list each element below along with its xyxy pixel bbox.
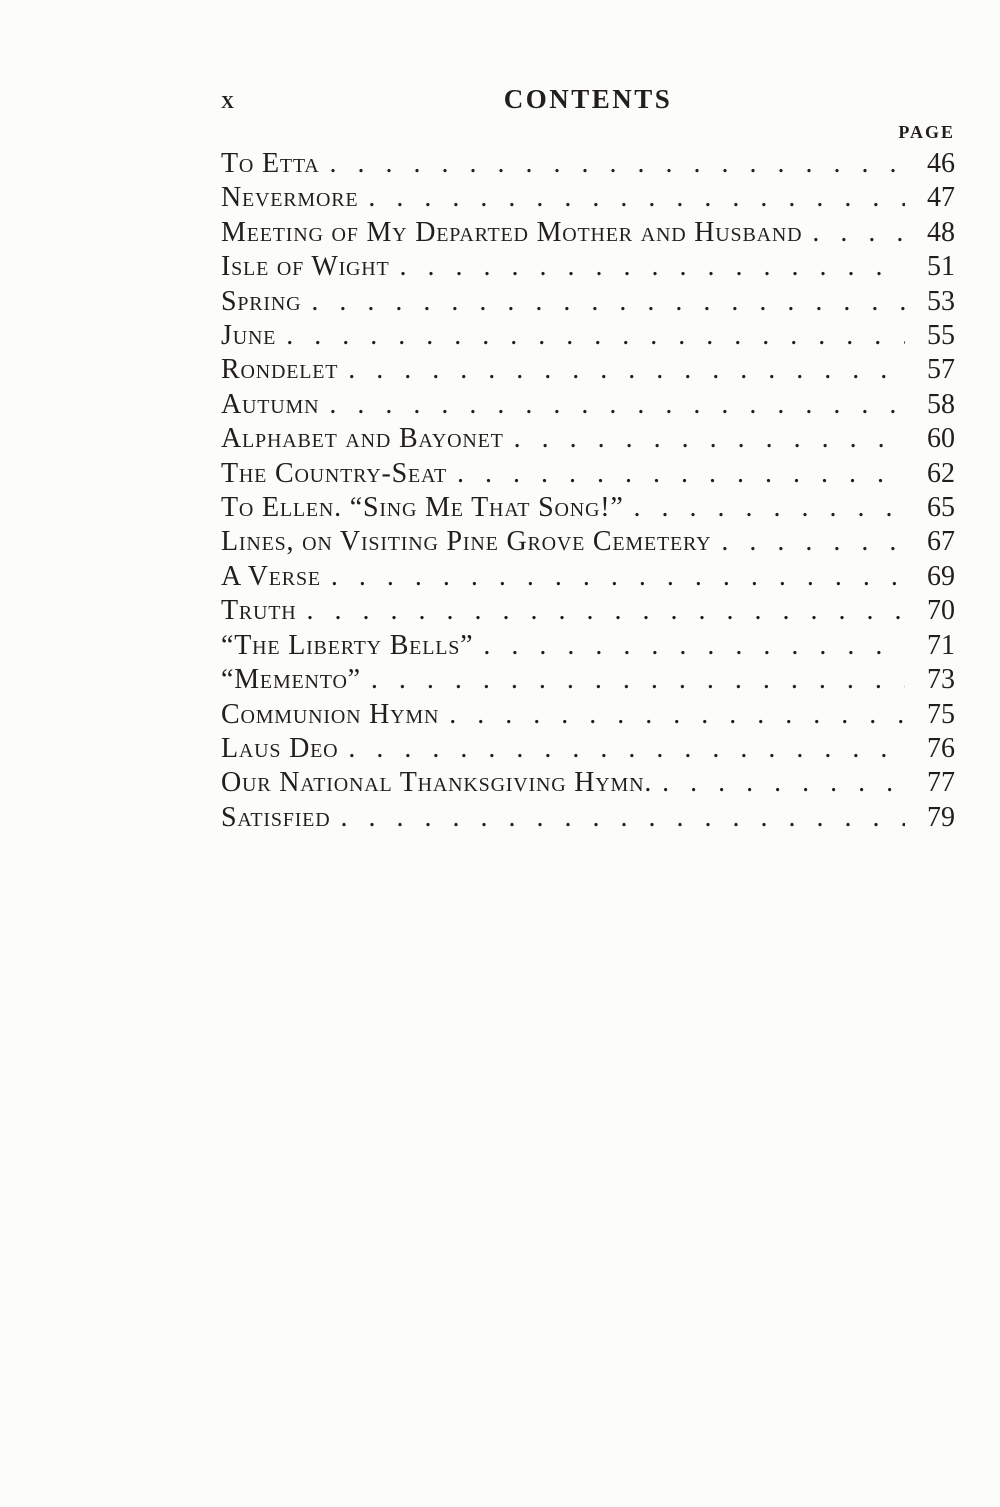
toc-entry-page: 60	[927, 423, 955, 455]
toc-entry-title: Rondelet	[221, 354, 339, 386]
toc-entry-page: 55	[927, 320, 955, 352]
dot-leader	[368, 181, 905, 215]
toc-entry-page: 62	[927, 457, 955, 489]
toc-entry-page: 65	[927, 492, 955, 524]
toc-entry	[221, 594, 955, 628]
toc-entry-page: 73	[927, 664, 955, 696]
toc-entry	[221, 353, 955, 387]
toc-entry	[221, 732, 955, 766]
dot-leader	[331, 560, 905, 594]
toc-entry-page: 77	[927, 767, 955, 799]
dot-leader	[348, 732, 905, 766]
toc-entry-title: Meeting of My Departed Mother and Husband	[221, 216, 803, 248]
toc-entry-title: A Verse	[221, 560, 321, 592]
toc-entry-title: To Ellen. “Sing Me That Song!”	[221, 492, 624, 524]
page-header	[221, 84, 955, 120]
toc-entry-title: Nevermore	[221, 182, 359, 214]
toc-entry-title: Autumn	[221, 388, 320, 420]
toc-entry	[221, 181, 955, 215]
toc-entry	[221, 319, 955, 353]
toc-entry-title: Lines, on Visiting Pine Grove Cemetery	[221, 526, 712, 558]
toc-entry	[221, 457, 955, 491]
toc-entry-page: 53	[927, 285, 955, 317]
toc-entry	[221, 491, 955, 525]
toc-entry-title: “Memento”	[221, 664, 361, 696]
folio-number: x	[221, 87, 235, 114]
toc-entry-page: 58	[927, 388, 955, 420]
toc-entry-title: Isle of Wight	[221, 251, 390, 283]
dot-leader	[457, 457, 905, 491]
toc-entry-page: 67	[927, 526, 955, 558]
dot-leader	[662, 766, 905, 800]
toc-entry	[221, 422, 955, 456]
toc-entry	[221, 147, 955, 181]
toc-entry-page: 47	[927, 182, 955, 214]
dot-leader	[721, 525, 905, 559]
toc-entry	[221, 250, 955, 284]
toc-entry-page: 75	[927, 698, 955, 730]
toc-entry-title: June	[221, 320, 277, 352]
toc-entry-page: 76	[927, 732, 955, 764]
toc-entry	[221, 629, 955, 663]
toc-entry	[221, 560, 955, 594]
toc-entry	[221, 216, 955, 250]
toc-entry-title: Communion Hymn	[221, 698, 440, 730]
toc-entry-title: Alphabet and Bayonet	[221, 423, 504, 455]
toc-entry-page: 48	[927, 216, 955, 248]
toc-entry-page: 70	[927, 595, 955, 627]
dot-leader	[286, 319, 905, 353]
toc-entry-title: Our National Thanksgiving Hymn.	[221, 767, 653, 799]
page-title: CONTENTS	[503, 84, 673, 114]
dot-leader	[449, 698, 905, 732]
dot-leader	[307, 594, 905, 628]
toc-entry-title: The Country-Seat	[221, 457, 448, 489]
toc-entry-page: 69	[927, 560, 955, 592]
toc-entry-page: 79	[927, 801, 955, 833]
toc-entry-page: 51	[927, 251, 955, 283]
dot-leader	[330, 147, 905, 181]
page-column-label: PAGE	[898, 122, 955, 142]
toc-list	[221, 147, 955, 835]
dot-leader	[634, 491, 905, 525]
toc-entry-title: Satisfied	[221, 801, 331, 833]
toc-entry-page: 46	[927, 148, 955, 179]
dot-leader	[311, 285, 905, 319]
toc-entry-page: 71	[927, 629, 955, 661]
toc-entry	[221, 285, 955, 319]
toc-entry	[221, 525, 955, 559]
toc-entry-title: Truth	[221, 595, 297, 627]
toc-entry-page: 57	[927, 354, 955, 386]
toc-entry	[221, 801, 955, 835]
toc-entry-title: Spring	[221, 285, 302, 317]
toc-entry-title: To Etta	[221, 148, 320, 179]
dot-leader	[812, 216, 905, 250]
dot-leader	[329, 388, 905, 422]
dot-leader	[340, 801, 905, 835]
toc-entry	[221, 766, 955, 800]
dot-leader	[371, 663, 905, 697]
dot-leader	[400, 250, 905, 284]
toc-entry	[221, 663, 955, 697]
toc-entry	[221, 388, 955, 422]
dot-leader	[514, 422, 905, 456]
toc-entry-title: Laus Deo	[221, 732, 339, 764]
dot-leader	[348, 353, 905, 387]
dot-leader	[483, 629, 905, 663]
toc-entry-title: “The Liberty Bells”	[221, 629, 474, 661]
toc-entry	[221, 698, 955, 732]
